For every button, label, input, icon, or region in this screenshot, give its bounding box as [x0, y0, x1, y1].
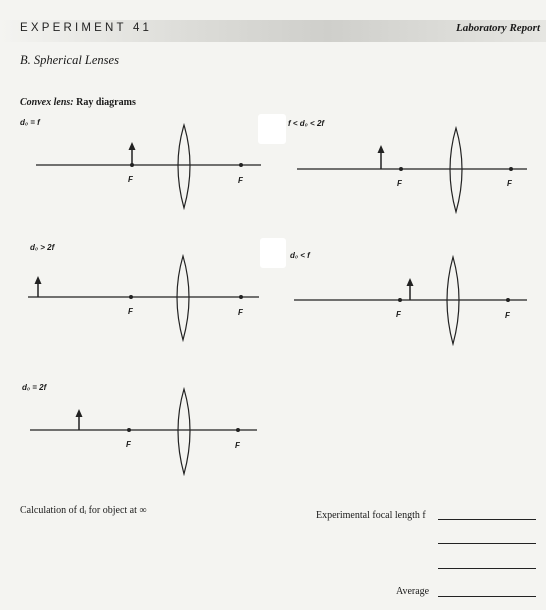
object-arrowhead: [76, 409, 83, 417]
focal-label: F: [128, 175, 133, 184]
calculation-label: Calculation of dᵢ for object at ∞: [20, 505, 147, 516]
focal-label: F: [235, 441, 240, 450]
focal-point: [127, 428, 131, 432]
focal-point: [239, 163, 243, 167]
focal-point: [236, 428, 240, 432]
focal-label: F: [505, 311, 510, 320]
focal-point: [129, 295, 133, 299]
case-label: d₀ > 2f: [30, 243, 55, 252]
subsection-prefix: Convex lens:: [20, 97, 74, 108]
case-label: d₀ = 2f: [22, 383, 47, 392]
scan-artifact: [260, 238, 286, 268]
experiment-title: EXPERIMENT 41: [20, 22, 153, 34]
convex-lens: [447, 257, 459, 344]
average-answer-line[interactable]: [438, 596, 536, 597]
average-label: Average: [396, 586, 430, 597]
subsection-rest: Ray diagrams: [73, 97, 136, 108]
object-arrowhead: [129, 142, 136, 150]
case-label: d₀ < f: [290, 251, 310, 260]
focal-point: [399, 167, 403, 171]
focal-label: F: [238, 176, 243, 185]
case-label: d₀ = f: [20, 118, 40, 127]
focal-point: [506, 298, 510, 302]
convex-lens: [177, 256, 189, 340]
focal-label: F: [238, 308, 243, 317]
focal-length-answer-line-2[interactable]: [438, 543, 536, 544]
section-title: B. Spherical Lenses: [20, 53, 119, 67]
object-arrowhead: [35, 276, 42, 284]
focal-label: F: [397, 179, 402, 188]
object-arrowhead: [378, 145, 385, 153]
object-arrowhead: [407, 278, 414, 286]
convex-lens: [178, 125, 190, 208]
laboratory-report-label: Laboratory Report: [455, 22, 540, 34]
focal-label: F: [396, 310, 401, 319]
focal-point: [509, 167, 513, 171]
focal-label: F: [128, 307, 133, 316]
case-label: f < d₀ < 2f: [288, 119, 325, 128]
focal-point: [130, 163, 134, 167]
focal-point: [398, 298, 402, 302]
subsection-title: [20, 97, 136, 108]
convex-lens: [178, 389, 190, 474]
focal-label: F: [126, 440, 131, 449]
focal-point: [239, 295, 243, 299]
focal-length-label: Experimental focal length f: [316, 510, 426, 521]
convex-lens: [450, 128, 462, 212]
scan-artifact: [258, 114, 286, 144]
focal-length-answer-line-1[interactable]: [438, 519, 536, 520]
focal-label: F: [507, 179, 512, 188]
focal-length-answer-line-3[interactable]: [438, 568, 536, 569]
